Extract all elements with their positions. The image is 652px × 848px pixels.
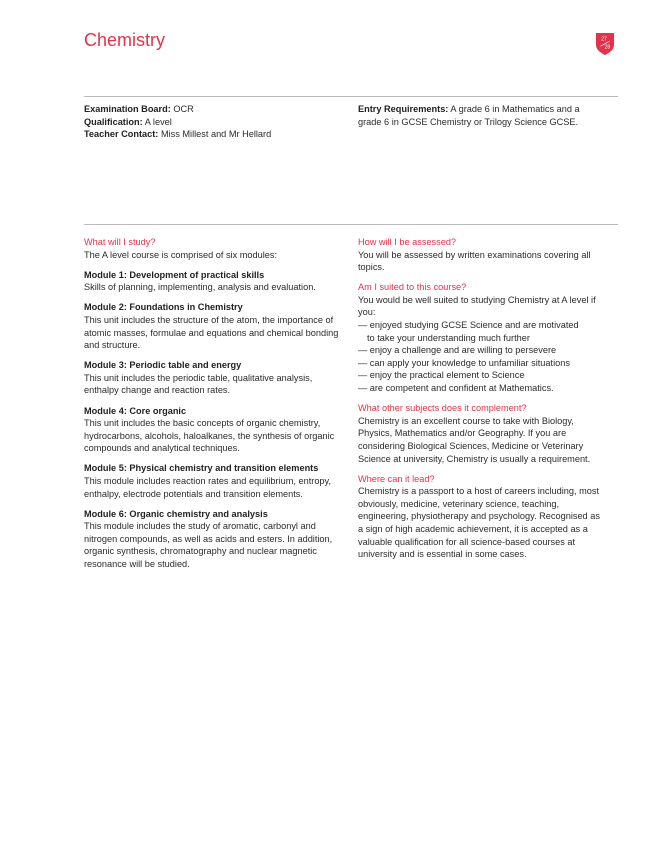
suitability-bullet: — enjoy a challenge and are willing to persevere (358, 345, 557, 356)
module-title: Module 4: Core organic (84, 405, 187, 416)
module-item (84, 359, 339, 397)
info-column (358, 236, 606, 568)
module-body: This unit includes the structure of the atom, the importance of atomic masses, formulae and equations and chemical bonding and structure. (84, 314, 339, 351)
career-section (358, 473, 606, 561)
study-intro: The A level course is comprised of six modules: (84, 249, 278, 260)
middle-divider (84, 224, 618, 225)
complement-section (358, 402, 606, 465)
teacher-contact-line: Teacher Contact: Miss Millest and Mr Hellard (84, 129, 272, 140)
module-item (84, 269, 339, 294)
module-title: Module 1: Development of practical skills (84, 269, 265, 280)
assessment-heading: How will I be assessed? (358, 237, 457, 247)
suitability-intro: You would be well suited to studying Chemistry at A level if you: (358, 294, 596, 318)
suitability-section (358, 281, 606, 394)
suitability-bullet: — enjoyed studying GCSE Science and are motivated (358, 320, 579, 331)
module-item (84, 405, 339, 455)
module-body: Skills of planning, implementing, analysis and evaluation. (84, 282, 316, 293)
module-body: This module includes the study of aromatic, carbonyl and nitrogen compounds, as well as acids and esters. In addition, organic synthesis, chromatography and nuclear magnetic resonance will be studied. (84, 521, 333, 570)
entry-requirements-label: Entry Requirements: (358, 104, 449, 114)
page-title: Chemistry (84, 30, 166, 50)
top-divider (84, 96, 618, 97)
shield-badge-icon (596, 33, 614, 55)
career-body: Chemistry is a passport to a host of careers including, most obviously, medicine, veterinary science, teaching, engineering, physiotherapy and psychology. Recognised as a sign of high academic achievement, it is accepted as a valuable qualification for all science-based courses at university and is essential in some cases. (358, 486, 600, 560)
suitability-bullet: — can apply your knowledge to unfamiliar situations (358, 357, 570, 368)
career-heading: Where can it lead? (358, 473, 435, 484)
study-column (84, 236, 339, 578)
suitability-heading: Am I suited to this course? (358, 282, 467, 293)
assessment-body: You will be assessed by written examinations covering all topics. (358, 249, 591, 273)
badge-top-number: 27 (601, 36, 607, 43)
suitability-bullet: — are competent and confident at Mathematics. (358, 383, 554, 394)
suitability-bullet-continued: to take your understanding much further (367, 332, 530, 343)
module-body: This unit includes the periodic table, qualitative analysis, enthalpy change and reaction rates. (84, 372, 313, 396)
module-title: Module 6: Organic chemistry and analysis (84, 508, 268, 519)
module-title: Module 2: Foundations in Chemistry (84, 302, 243, 313)
module-item (84, 508, 339, 571)
module-item (84, 462, 339, 500)
badge-bottom-number: 28 (604, 44, 611, 51)
module-body: This unit includes the basic concepts of organic chemistry, hydrocarbons, alcohols, haloalkanes, the synthesis of organic compounds and analytical techniques. (84, 418, 335, 454)
qualification-line: Qualification: A level (84, 116, 172, 127)
entry-requirements (358, 103, 603, 128)
study-heading: What will I study? (84, 237, 156, 247)
complement-body: Chemistry is an excellent course to take with Biology, Physics, Mathematics and/or Geography. If you are considering Biological Sciences, Medicine or Veterinary Science at university, Chemistry is usually a requirement. (358, 415, 591, 464)
entry-requirements-value: A grade 6 in Mathematics and a grade 6 in GCSE Chemistry or Trilogy Science GCSE. (358, 104, 580, 127)
module-item (84, 301, 339, 351)
assessment-section (358, 236, 606, 274)
module-title: Module 5: Physical chemistry and transition elements (84, 463, 319, 474)
exam-info-left (84, 103, 339, 141)
exam-board-line: Examination Board: OCR (84, 104, 194, 114)
complement-heading: What other subjects does it complement? (358, 403, 527, 414)
suitability-bullet: — enjoy the practical element to Science (358, 370, 525, 381)
module-body: This module includes reaction rates and equilibrium, entropy, enthalpy, electrode potentials and transition elements. (84, 476, 331, 499)
module-title: Module 3: Periodic table and energy (84, 360, 242, 371)
